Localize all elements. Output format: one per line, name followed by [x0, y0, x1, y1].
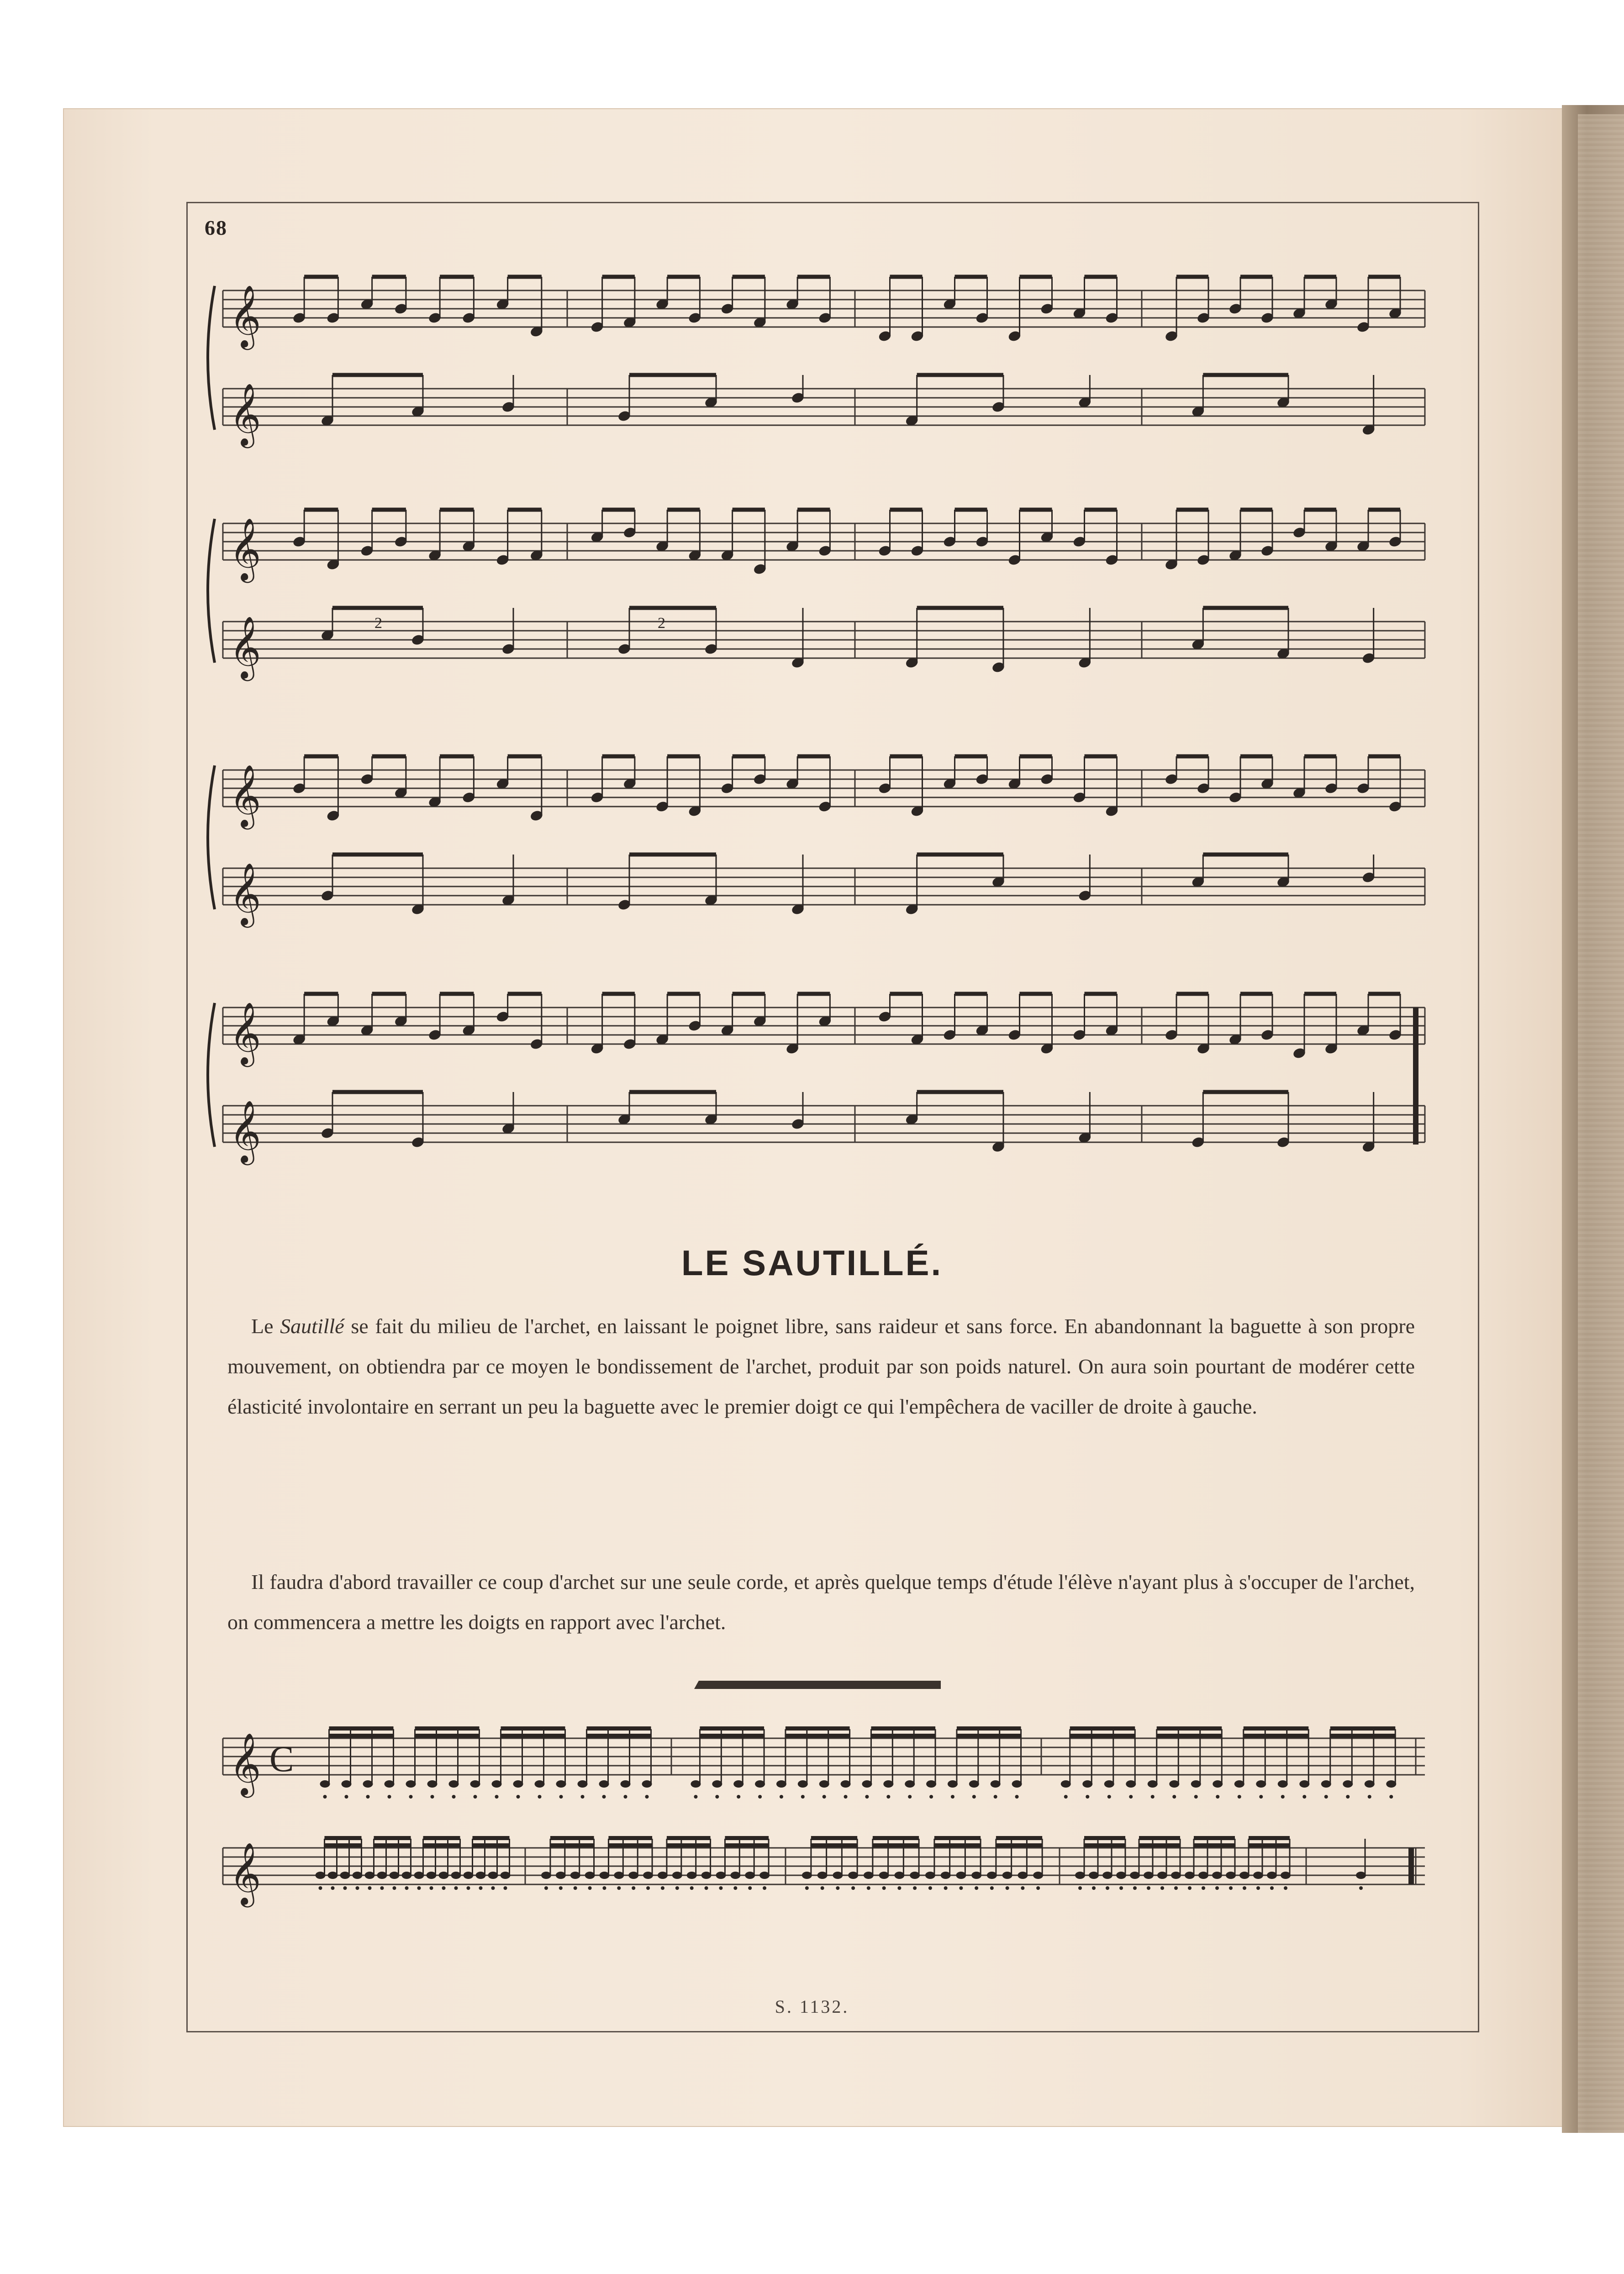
- staccato-dot: [574, 1886, 577, 1890]
- note-beam: [1330, 1734, 1396, 1738]
- staccato-dot: [944, 1886, 948, 1890]
- staccato-dot: [758, 1795, 762, 1799]
- note-beam: [550, 1843, 594, 1847]
- staccato-dot: [431, 1795, 434, 1799]
- staccato-dot: [1324, 1795, 1328, 1799]
- melody-notes: [1164, 277, 1402, 343]
- melody-notes: [292, 994, 543, 1050]
- staccato-dot: [1215, 1886, 1219, 1890]
- staccato-dot: [1107, 1795, 1111, 1799]
- staccato-dot: [1006, 1886, 1009, 1890]
- accompaniment-notes: [905, 375, 1092, 427]
- accompaniment-notes: [320, 855, 515, 916]
- melody-notes: [878, 277, 1119, 343]
- staccato-dot: [801, 1795, 805, 1799]
- note-beam: [1084, 1836, 1125, 1840]
- staccato-dot: [1359, 1886, 1363, 1890]
- note-beam: [1084, 1843, 1125, 1847]
- note-beam: [608, 1836, 652, 1840]
- staves-group: [208, 284, 1425, 1907]
- melody-notes: [292, 510, 543, 571]
- melody-notes: [878, 994, 1119, 1055]
- melody-notes: [292, 277, 543, 338]
- staccato-dot: [1194, 1795, 1198, 1799]
- note-beam: [1244, 1734, 1309, 1738]
- staccato-dot: [409, 1795, 413, 1799]
- staccato-dot: [1259, 1795, 1263, 1799]
- note-beam: [700, 1734, 764, 1738]
- treble-clef-icon: 𝄞: [229, 764, 261, 827]
- note-beam: [501, 1726, 565, 1731]
- lower-staff: [223, 862, 1425, 928]
- note-beam: [374, 1843, 411, 1847]
- melody-notes: [1164, 756, 1402, 813]
- note-beam: [934, 1843, 981, 1847]
- note-beam: [374, 1836, 411, 1840]
- staccato-dot: [646, 1886, 650, 1890]
- staccato-dot: [1243, 1886, 1246, 1890]
- note-beam: [934, 1836, 981, 1840]
- staccato-dot: [867, 1886, 870, 1890]
- treble-clef-icon: 𝄞: [229, 1841, 261, 1905]
- lower-staff: [223, 382, 1425, 448]
- treble-clef-icon: 𝄞: [229, 1099, 261, 1162]
- staccato-dot: [897, 1886, 901, 1890]
- staccato-dot: [913, 1886, 917, 1890]
- note-beam: [1249, 1843, 1290, 1847]
- staccato-dot: [694, 1795, 697, 1799]
- sixteenth-notes: [1061, 1726, 1397, 1799]
- staccato-dot: [430, 1886, 433, 1890]
- melody-notes: [590, 277, 832, 333]
- staccato-dot: [581, 1795, 585, 1799]
- staccato-dot: [491, 1886, 495, 1890]
- staccato-dot: [733, 1886, 737, 1890]
- staccato-dot: [1036, 1886, 1040, 1890]
- lower-staff: [223, 615, 1425, 681]
- staccato-dot: [617, 1886, 621, 1890]
- staccato-dot: [1133, 1886, 1137, 1890]
- note-beam: [1244, 1726, 1309, 1731]
- staccato-dot: [504, 1886, 507, 1890]
- note-beam: [1330, 1726, 1396, 1731]
- staccato-dot: [719, 1886, 722, 1890]
- staccato-dot: [836, 1886, 839, 1890]
- note-beam: [550, 1836, 594, 1840]
- paragraph-sautille: [227, 1306, 1415, 1427]
- staccato-dot: [1238, 1795, 1241, 1799]
- staccato-dot: [624, 1795, 627, 1799]
- note-beam: [871, 1734, 935, 1738]
- accompaniment-notes: [1191, 608, 1376, 665]
- note-beam: [996, 1843, 1042, 1847]
- staccato-dot: [1119, 1886, 1123, 1890]
- note-beam: [329, 1726, 394, 1731]
- staccato-dot: [886, 1795, 890, 1799]
- staccato-dot: [1281, 1795, 1285, 1799]
- staccato-dot: [405, 1886, 409, 1890]
- treble-clef-icon: 𝄞: [229, 1001, 261, 1064]
- staccato-dot: [972, 1795, 976, 1799]
- staccato-dot: [1106, 1886, 1109, 1890]
- staccato-dot: [994, 1795, 997, 1799]
- staccato-dot: [442, 1886, 446, 1890]
- treble-clef-icon: 𝄞: [229, 284, 261, 347]
- system-brace: [208, 765, 215, 909]
- staccato-dot: [780, 1795, 783, 1799]
- staccato-dot: [1151, 1795, 1155, 1799]
- fingering-group: [374, 615, 665, 632]
- staccato-dot: [1188, 1886, 1192, 1890]
- staccato-dot: [928, 1886, 932, 1890]
- note-beam: [1157, 1726, 1222, 1731]
- staccato-dot: [763, 1886, 766, 1890]
- staccato-dot: [538, 1795, 542, 1799]
- staccato-dot: [366, 1795, 370, 1799]
- staccato-dot: [1346, 1795, 1350, 1799]
- treble-staff: [223, 1001, 1425, 1067]
- melody-notes: [292, 756, 543, 822]
- staccato-dot: [1270, 1886, 1274, 1890]
- note-beam: [811, 1836, 857, 1840]
- staccato-dot: [748, 1886, 752, 1890]
- staccato-dot: [1064, 1795, 1068, 1799]
- melody-notes: [590, 510, 832, 575]
- treble-clef-icon: 𝄞: [229, 862, 261, 925]
- note-beam: [667, 1843, 711, 1847]
- accompaniment-notes: [1191, 855, 1376, 888]
- staccato-dot: [844, 1795, 848, 1799]
- note-beam: [1070, 1726, 1135, 1731]
- staccato-dot: [865, 1795, 869, 1799]
- accompaniment-notes: [617, 855, 805, 916]
- treble-clef-icon: 𝄞: [229, 517, 261, 580]
- system-brace: [208, 519, 215, 663]
- sixteenth-notes: [1356, 1839, 1366, 1890]
- note-beam: [1249, 1836, 1290, 1840]
- staccato-dot: [851, 1886, 855, 1890]
- staccato-dot: [908, 1795, 912, 1799]
- staccato-dot: [929, 1795, 933, 1799]
- staccato-dot: [661, 1886, 664, 1890]
- sixteenth-notes: [316, 1836, 511, 1890]
- staccato-dot: [393, 1886, 396, 1890]
- staccato-dot: [331, 1886, 335, 1890]
- staccato-dot: [821, 1886, 824, 1890]
- staccato-dot: [388, 1795, 391, 1799]
- treble-clef-icon: 𝄞: [229, 1732, 261, 1795]
- accompaniment-notes: [617, 375, 805, 422]
- plate-number: S. 1132.: [775, 1996, 849, 2017]
- staccato-dot: [1302, 1795, 1306, 1799]
- staccato-dot: [1021, 1886, 1024, 1890]
- sixteenth-notes: [541, 1836, 770, 1890]
- note-beam: [1194, 1843, 1235, 1847]
- note-beam: [423, 1836, 460, 1840]
- note-beam: [700, 1726, 764, 1731]
- staccato-dot: [990, 1886, 994, 1890]
- staccato-dot: [1086, 1795, 1089, 1799]
- paragraph-start: Le: [251, 1314, 280, 1338]
- note-beam: [501, 1734, 565, 1738]
- lower-staff: [223, 1099, 1425, 1165]
- bow-stroke-icon: [694, 1681, 941, 1689]
- staccato-dot: [645, 1795, 649, 1799]
- page-number: 68: [205, 216, 227, 239]
- staccato-dot: [737, 1795, 740, 1799]
- system-brace: [208, 286, 215, 430]
- paragraph-emphasis: Sautillé: [280, 1314, 344, 1338]
- staccato-dot: [356, 1886, 359, 1890]
- staccato-dot: [805, 1886, 809, 1890]
- note-beam: [996, 1836, 1042, 1840]
- note-beam: [1139, 1836, 1180, 1840]
- accompaniment-notes: [905, 855, 1092, 916]
- sixteenth-notes: [1075, 1836, 1291, 1890]
- time-signature: C: [269, 1739, 294, 1779]
- staccato-dot: [705, 1886, 708, 1890]
- staccato-dot: [380, 1886, 384, 1890]
- staccato-dot: [951, 1795, 954, 1799]
- note-beam: [415, 1726, 480, 1731]
- accompaniment-notes: [617, 608, 805, 669]
- note-beam: [587, 1734, 651, 1738]
- staccato-dot: [1256, 1886, 1260, 1890]
- staccato-dot: [882, 1886, 886, 1890]
- staccato-dot: [975, 1886, 978, 1890]
- staccato-dot: [1389, 1795, 1393, 1799]
- staccato-dot: [319, 1886, 322, 1890]
- staccato-dot: [602, 1886, 606, 1890]
- staccato-dot: [1284, 1886, 1287, 1890]
- system-brace: [208, 1003, 215, 1147]
- note-beam: [325, 1843, 362, 1847]
- staccato-dot: [823, 1795, 826, 1799]
- treble-clef-icon: 𝄞: [229, 615, 261, 678]
- sixteenth-notes: [691, 1726, 1022, 1799]
- note-beam: [1070, 1734, 1135, 1738]
- staccato-dot: [454, 1886, 458, 1890]
- staccato-dot: [959, 1886, 963, 1890]
- staccato-dot: [345, 1795, 348, 1799]
- note-beam: [415, 1734, 480, 1738]
- note-beam: [873, 1843, 919, 1847]
- accompaniment-notes: [320, 1092, 515, 1149]
- staccato-dot: [479, 1886, 483, 1890]
- melody-notes: [1164, 994, 1402, 1060]
- staccato-dot: [1015, 1795, 1019, 1799]
- note-beam: [587, 1726, 651, 1731]
- note-beam: [957, 1734, 1021, 1738]
- staccato-dot: [690, 1886, 694, 1890]
- paragraph-exercise: [227, 1562, 1415, 1642]
- note-beam: [871, 1726, 935, 1731]
- note-beam: [873, 1836, 919, 1840]
- staccato-dot: [715, 1795, 719, 1799]
- note-beam: [667, 1836, 711, 1840]
- staccato-dot: [1368, 1795, 1371, 1799]
- note-beam: [329, 1734, 394, 1738]
- staccato-dot: [1202, 1886, 1205, 1890]
- staccato-dot: [323, 1795, 327, 1799]
- melody-notes: [878, 756, 1119, 818]
- note-beam: [325, 1836, 362, 1840]
- note-beam: [423, 1843, 460, 1847]
- paragraph-rest: se fait du milieu de l'archet, en laissant le poignet libre, sans raideur et sans force. En abandonnant la baguette à son propre mouvement, on obtiendra par ce moyen le bondissement de l'archet, produit par son poids naturel. On aura soin pourtant de modérer cette élasticité involontaire en serrant un peu la baguette avec le premier doigt ce qui l'empêchera de vaciller de droite à gauche.: [227, 1314, 1415, 1418]
- staccato-dot: [588, 1886, 592, 1890]
- note-beam: [957, 1726, 1021, 1731]
- staccato-dot: [1147, 1886, 1150, 1890]
- staccato-dot: [675, 1886, 679, 1890]
- sixteenth-notes: [802, 1836, 1043, 1890]
- note-beam: [473, 1843, 510, 1847]
- note-beam: [786, 1726, 850, 1731]
- accompaniment-notes: [1191, 1092, 1376, 1153]
- staccato-dot: [602, 1795, 606, 1799]
- note-beam: [725, 1836, 769, 1840]
- staccato-dot: [1216, 1795, 1219, 1799]
- accompaniment-notes: [905, 1092, 1092, 1153]
- paragraph-exercise-text: Il faudra d'abord travailler ce coup d'archet sur une seule corde, et après quelque temps d'étude l'élève n'ayant plus à s'occuper de l'archet, on commencera a mettre les doigts en rapport avec l'archet.: [227, 1570, 1415, 1634]
- treble-clef-icon: 𝄞: [229, 382, 261, 445]
- staccato-dot: [452, 1795, 456, 1799]
- note-beam: [1194, 1836, 1235, 1840]
- notes-group: [292, 277, 1402, 1890]
- staccato-dot: [474, 1795, 477, 1799]
- fingering-mark: 2: [374, 615, 382, 632]
- staccato-dot: [417, 1886, 421, 1890]
- exercise-staff: [223, 1732, 1425, 1798]
- note-beam: [786, 1734, 850, 1738]
- note-beam: [725, 1843, 769, 1847]
- sixteenth-notes: [320, 1726, 652, 1799]
- melody-notes: [590, 994, 832, 1055]
- melody-notes: [590, 756, 832, 818]
- staccato-dot: [1129, 1795, 1133, 1799]
- staccato-dot: [343, 1886, 347, 1890]
- staccato-dot: [632, 1886, 635, 1890]
- melody-notes: [1164, 510, 1402, 571]
- staccato-dot: [544, 1886, 548, 1890]
- accompaniment-notes: [320, 608, 515, 655]
- staccato-dot: [559, 1886, 563, 1890]
- staccato-dot: [1172, 1795, 1176, 1799]
- note-beam: [608, 1843, 652, 1847]
- note-beam: [1139, 1843, 1180, 1847]
- staccato-dot: [368, 1886, 372, 1890]
- staccato-dot: [467, 1886, 470, 1890]
- staccato-dot: [1092, 1886, 1096, 1890]
- accompaniment-notes: [905, 608, 1092, 674]
- note-beam: [811, 1843, 857, 1847]
- note-beam: [473, 1836, 510, 1840]
- staccato-dot: [517, 1795, 520, 1799]
- note-beam: [1157, 1734, 1222, 1738]
- accompaniment-notes: [1191, 375, 1376, 436]
- melody-notes: [878, 510, 1119, 566]
- section-heading: LE SAUTILLÉ.: [681, 1243, 943, 1283]
- staccato-dot: [1229, 1886, 1233, 1890]
- staccato-dot: [1078, 1886, 1082, 1890]
- staccato-dot: [495, 1795, 499, 1799]
- staccato-dot: [1174, 1886, 1178, 1890]
- accompaniment-notes: [320, 375, 515, 427]
- staccato-dot: [559, 1795, 563, 1799]
- staccato-dot: [1160, 1886, 1164, 1890]
- fingering-mark: 2: [658, 615, 665, 632]
